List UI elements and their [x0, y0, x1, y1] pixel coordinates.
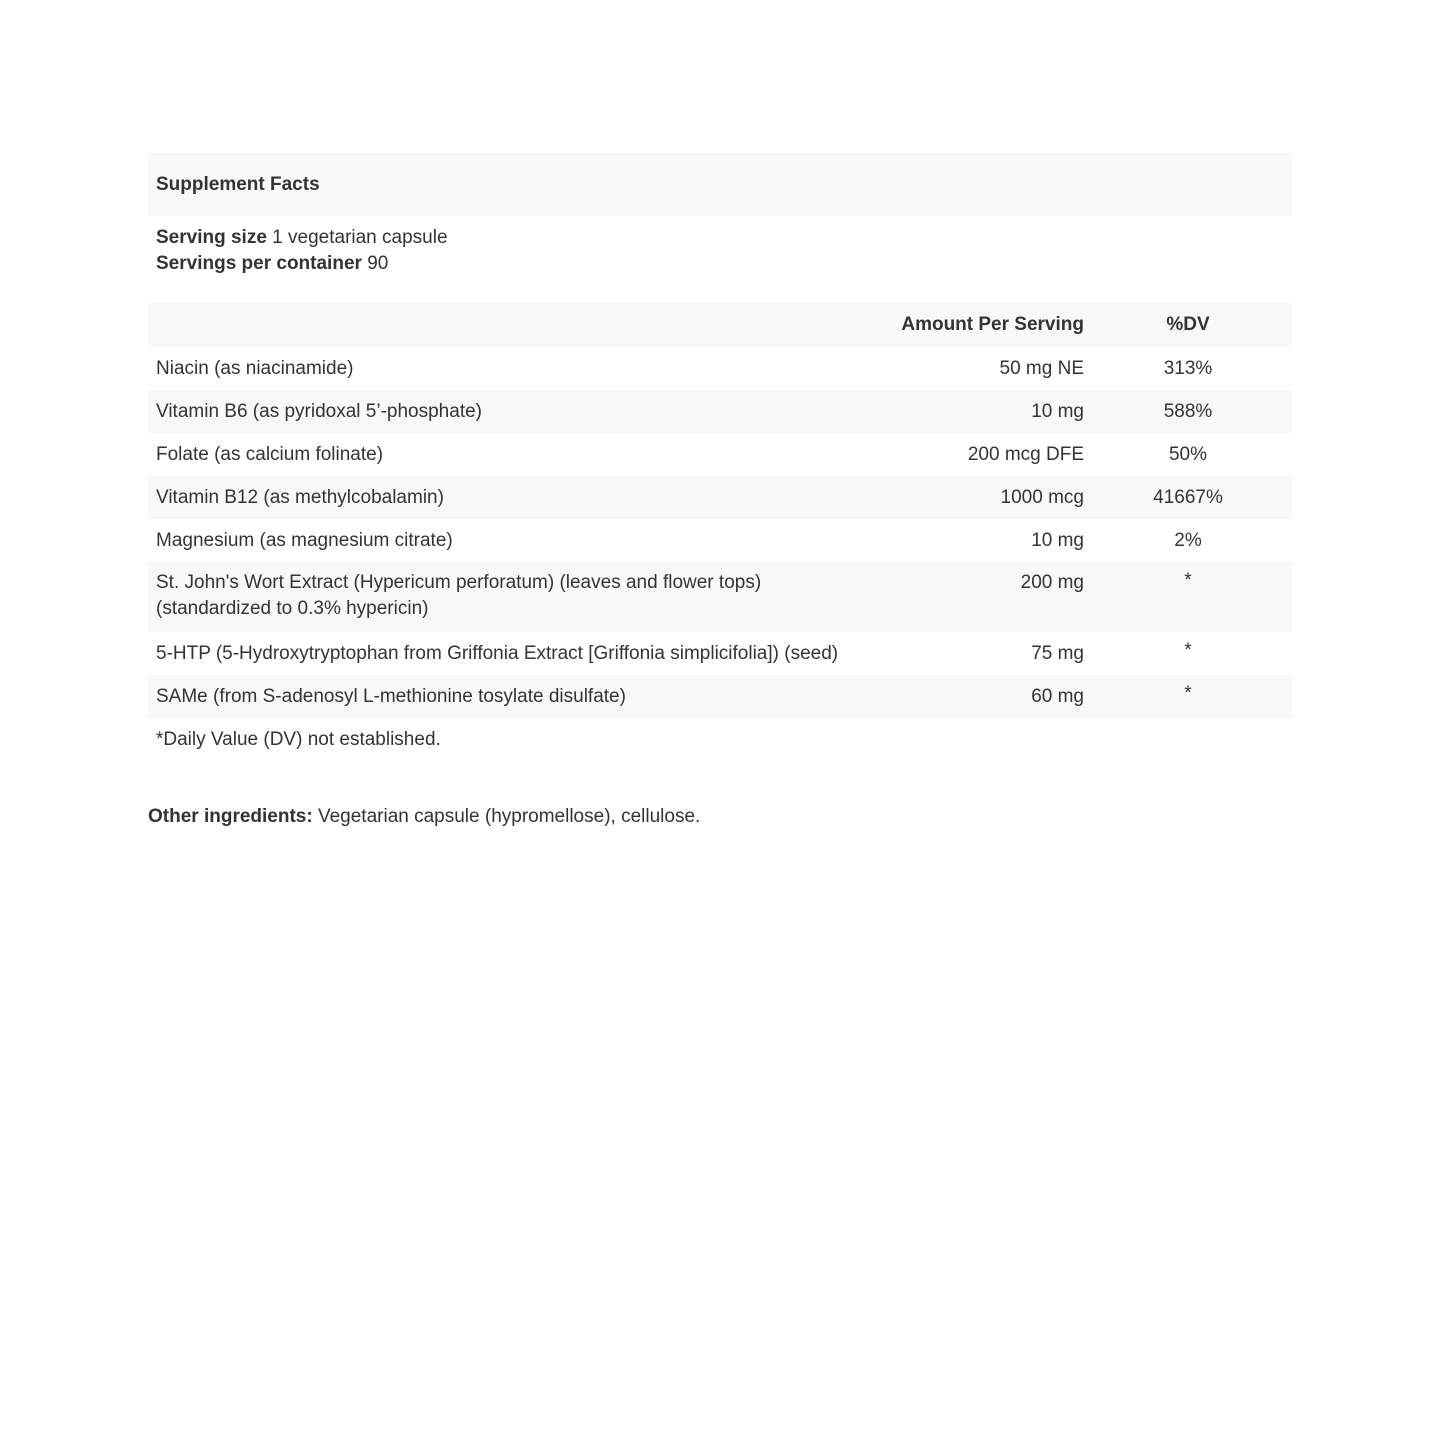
nutrient-name: Vitamin B6 (as pyridoxal 5’-phosphate)	[156, 400, 482, 422]
panel-title: Supplement Facts	[156, 173, 320, 195]
nutrient-dv: 313%	[1163, 357, 1213, 379]
servings-per-container	[156, 251, 1284, 277]
nutrient-amount: 75 mg	[1031, 642, 1084, 664]
table-row	[148, 476, 1292, 519]
servings-per-container-label: Servings per container	[156, 253, 362, 274]
nutrient-name: Niacin (as niacinamide)	[156, 357, 354, 379]
nutrient-amount: 60 mg	[1031, 685, 1084, 707]
nutrient-amount: 1000 mcg	[1000, 486, 1084, 508]
title-bar	[148, 153, 1292, 216]
nutrient-dv: *	[1184, 683, 1192, 704]
serving-size-value: 1 vegetarian capsule	[272, 227, 448, 248]
table-row	[148, 347, 1292, 390]
nutrient-name: SAMe (from S-adenosyl L-methionine tosylate disulfate)	[156, 685, 626, 707]
table-row	[148, 390, 1292, 433]
servings-per-container-value: 90	[367, 253, 389, 274]
table-row	[148, 675, 1292, 718]
other-ingredients-label: Other ingredients:	[148, 806, 313, 827]
nutrient-name-line1: St. John's Wort Extract (Hypericum perforatum) (leaves and flower tops)	[156, 572, 762, 593]
nutrient-amount: 50 mg NE	[999, 357, 1084, 379]
nutrient-amount: 10 mg	[1031, 400, 1084, 422]
nutrient-name: Folate (as calcium folinate)	[156, 443, 384, 465]
nutrient-dv: *	[1184, 640, 1192, 661]
nutrient-dv: 2%	[1174, 529, 1202, 551]
nutrient-name: Vitamin B12 (as methylcobalamin)	[156, 486, 444, 508]
header-name	[148, 303, 854, 347]
nutrient-table	[148, 303, 1292, 718]
nutrient-name: 5-HTP (5-Hydroxytryptophan from Griffonia Extract [Griffonia simplicifolia]) (seed)	[156, 642, 839, 664]
table-header-row	[148, 303, 1292, 347]
nutrient-name-line2: (standardized to 0.3% hypericin)	[156, 598, 429, 619]
dv-footnote: *Daily Value (DV) not established.	[156, 729, 441, 750]
serving-size	[156, 225, 1284, 251]
nutrient-dv: 41667%	[1153, 486, 1223, 508]
nutrient-amount: 200 mg	[1020, 572, 1084, 593]
nutrient-amount: 10 mg	[1031, 529, 1084, 551]
serving-size-label: Serving size	[156, 227, 267, 248]
table-row	[148, 433, 1292, 476]
serving-info	[148, 216, 1292, 303]
nutrient-amount: 200 mcg DFE	[967, 443, 1084, 465]
nutrient-dv: 588%	[1163, 400, 1213, 422]
other-ingredients	[148, 804, 700, 830]
nutrient-dv: *	[1184, 570, 1192, 591]
nutrient-dv: 50%	[1168, 443, 1208, 465]
supplement-facts-panel	[148, 153, 1292, 753]
table-row	[148, 632, 1292, 675]
other-ingredients-value: Vegetarian capsule (hypromellose), cellulose.	[317, 806, 701, 827]
header-dv: %DV	[1166, 314, 1210, 335]
header-amount: Amount Per Serving	[901, 314, 1084, 335]
table-row	[148, 519, 1292, 562]
nutrient-name	[148, 562, 854, 632]
table-row	[148, 562, 1292, 632]
nutrient-name: Magnesium (as magnesium citrate)	[156, 529, 453, 551]
